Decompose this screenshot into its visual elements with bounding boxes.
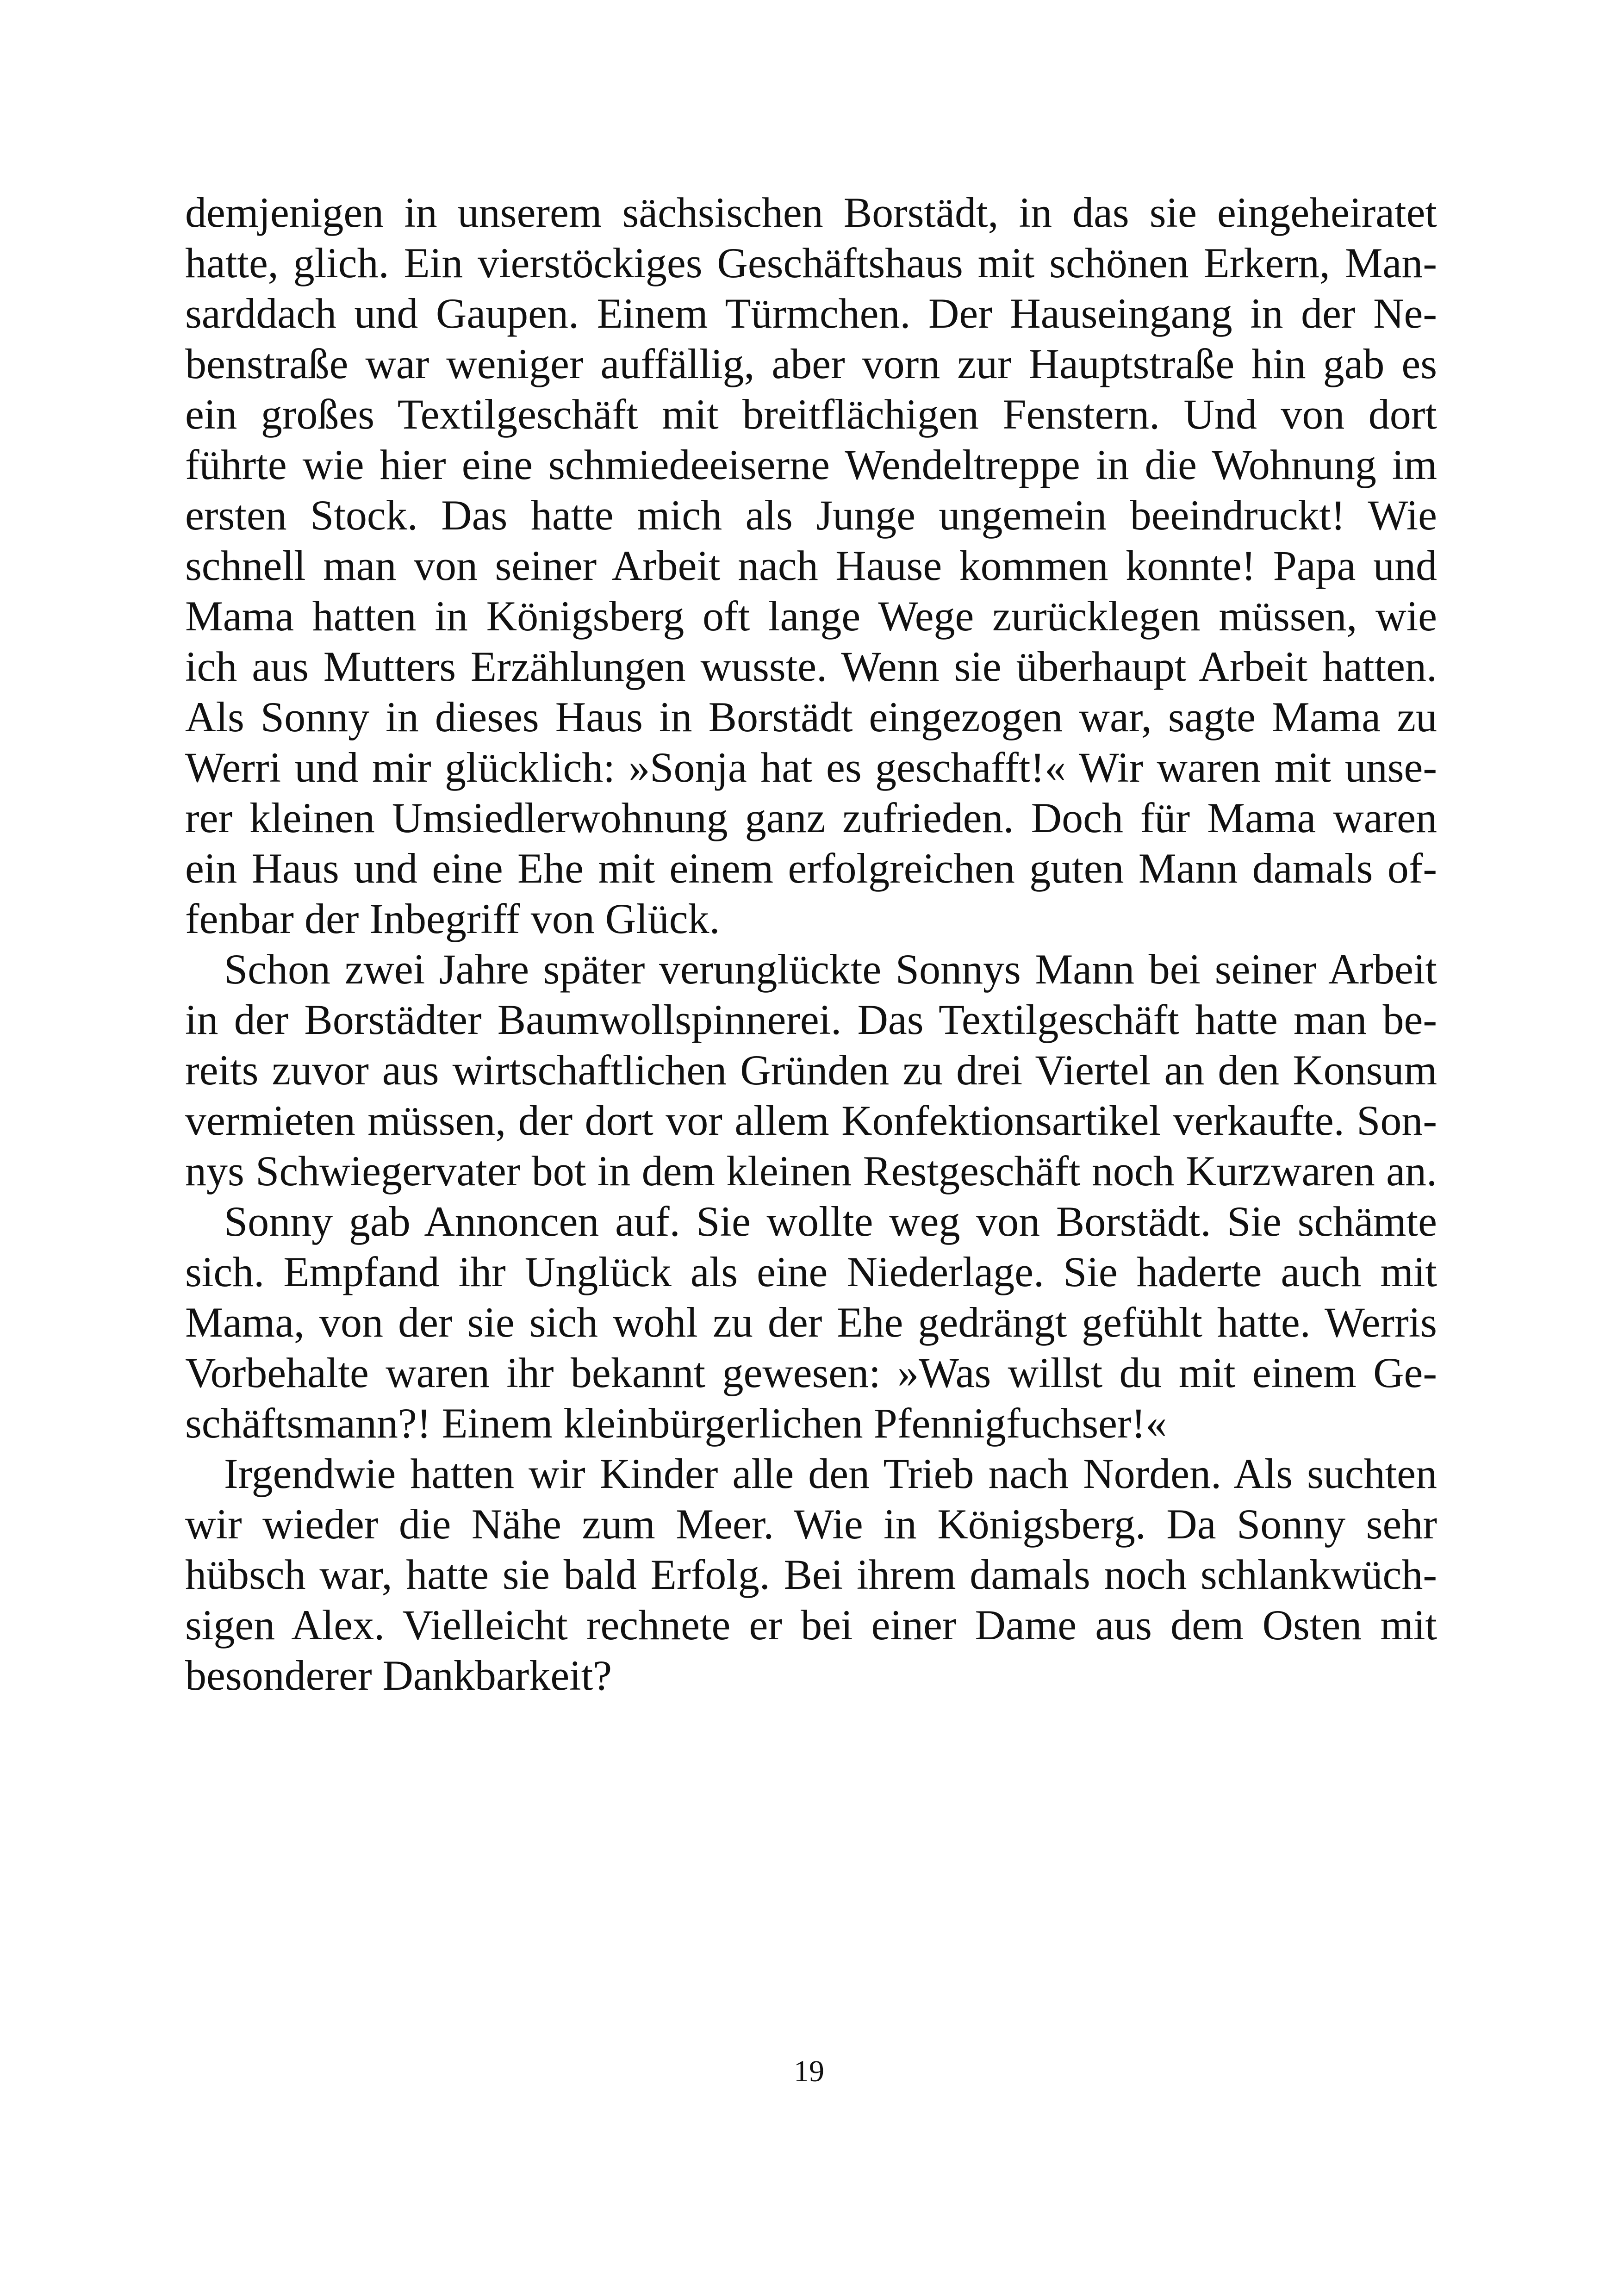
text-line: schäftsmann?! Einem kleinbürgerlichen Pfennigfuchser!«	[185, 1400, 1167, 1447]
text-line: rer kleinen Umsiedlerwohnung ganz zufrieden. Doch für Mama waren	[185, 794, 1437, 841]
text-line: ich aus Mutters Erzählungen wusste. Wenn sie überhaupt Arbeit hatten.	[185, 643, 1437, 690]
text-line: in der Borstädter Baumwollspinnerei. Das Textilgeschäft hatte man be-	[185, 996, 1437, 1043]
text-line: ein großes Textilgeschäft mit breitflächigen Fenstern. Und von dort	[185, 391, 1437, 438]
text-line: ersten Stock. Das hatte mich als Junge ungemein beeindruckt! Wie	[185, 492, 1437, 539]
text-line: Mama hatten in Königsberg oft lange Wege zurücklegen müssen, wie	[185, 592, 1437, 640]
text-line: Mama, von der sie sich wohl zu der Ehe gedrängt gefühlt hatte. Werris	[185, 1299, 1437, 1346]
text-line: nys Schwiegervater bot in dem kleinen Restgeschäft noch Kurzwaren an.	[185, 1147, 1437, 1195]
text-line: Als Sonny in dieses Haus in Borstädt eingezogen war, sagte Mama zu	[185, 693, 1437, 740]
text-line: hatte, glich. Ein vierstöckiges Geschäftshaus mit schönen Erkern, Man-	[185, 239, 1437, 286]
text-line: hübsch war, hatte sie bald Erfolg. Bei ihrem damals noch schlankwüch-	[185, 1551, 1437, 1598]
body-text	[185, 187, 1437, 1701]
text-line: sigen Alex. Vielleicht rechnete er bei einer Dame aus dem Osten mit	[185, 1601, 1437, 1649]
text-line: besonderer Dankbarkeit?	[185, 1652, 612, 1699]
text-line: wir wieder die Nähe zum Meer. Wie in Königsberg. Da Sonny sehr	[185, 1500, 1437, 1548]
text-line: benstraße war weniger auffällig, aber vorn zur Hauptstraße hin gab es	[185, 340, 1437, 387]
text-line: Sonny gab Annoncen auf. Sie wollte weg von Borstädt. Sie schämte	[224, 1198, 1437, 1245]
text-line: Vorbehalte waren ihr bekannt gewesen: »Was willst du mit einem Ge-	[185, 1349, 1437, 1396]
text-line: sarddach und Gaupen. Einem Türmchen. Der Hauseingang in der Ne-	[185, 290, 1437, 337]
text-line: vermieten müssen, der dort vor allem Konfektionsartikel verkaufte. Son-	[185, 1097, 1437, 1144]
text-line: schnell man von seiner Arbeit nach Hause kommen konnte! Papa und	[185, 542, 1437, 589]
text-line: Irgendwie hatten wir Kinder alle den Trieb nach Norden. Als suchten	[224, 1450, 1437, 1497]
text-line: demjenigen in unserem sächsischen Borstädt, in das sie eingeheiratet	[185, 189, 1437, 236]
text-line: Schon zwei Jahre später verunglückte Sonnys Mann bei seiner Arbeit	[224, 946, 1437, 993]
text-line: reits zuvor aus wirtschaftlichen Gründen zu drei Viertel an den Konsum	[185, 1046, 1437, 1094]
page-number: 19	[794, 2054, 824, 2088]
text-line: Werri und mir glücklich: »Sonja hat es geschafft!« Wir waren mit unse-	[185, 744, 1437, 791]
text-line: fenbar der Inbegriff von Glück.	[185, 895, 720, 942]
text-line: führte wie hier eine schmiedeeiserne Wendeltreppe in die Wohnung im	[185, 441, 1437, 488]
text-line: ein Haus und eine Ehe mit einem erfolgreichen guten Mann damals of-	[185, 845, 1437, 892]
text-line: sich. Empfand ihr Unglück als eine Niederlage. Sie haderte auch mit	[185, 1248, 1437, 1295]
